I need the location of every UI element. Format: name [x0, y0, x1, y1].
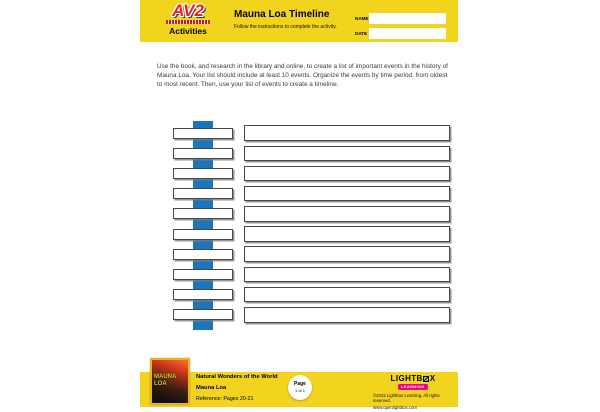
timeline-event-box[interactable]: [244, 146, 450, 162]
timeline: [173, 121, 450, 333]
timeline-event-box[interactable]: [244, 166, 450, 182]
timeline-rows: [173, 123, 450, 325]
timeline-row: [173, 163, 450, 183]
page-title: Mauna Loa Timeline: [234, 9, 330, 20]
book-cover-title-line2: LOA: [154, 380, 167, 387]
website-text: www.openlightbox.com: [373, 404, 417, 410]
timeline-marker-box[interactable]: [173, 208, 233, 219]
timeline-event-box[interactable]: [244, 125, 450, 141]
lightbox-logo: [373, 374, 453, 383]
reference-text: Reference: Pages 20-21: [196, 396, 254, 402]
timeline-marker-box[interactable]: [173, 269, 233, 280]
worksheet-page: [140, 0, 458, 412]
lightbox-brand: [373, 374, 453, 410]
name-input[interactable]: [369, 13, 446, 24]
activities-label: Activities: [169, 26, 207, 36]
timeline-event-box[interactable]: [244, 267, 450, 283]
header-fields: [355, 13, 446, 43]
timeline-marker-box[interactable]: [173, 148, 233, 159]
timeline-event-box[interactable]: [244, 226, 450, 242]
lightbox-o-icon: [423, 376, 429, 382]
page-indicator-number: 1 of 1: [294, 388, 305, 393]
timeline-row: [173, 184, 450, 204]
footer-band: [140, 372, 458, 410]
timeline-row: [173, 224, 450, 244]
timeline-row: [173, 285, 450, 305]
book-cover: [150, 358, 190, 405]
timeline-marker-box[interactable]: [173, 249, 233, 260]
av2-logo-text: AV2: [172, 1, 204, 20]
instructions-text: Use the book, and research in the library and online, to create a list of important events in the history of Mauna Loa. Your list should include at least 10 events. Organize the events by time period, from oldest to most recent. Then, use your list of events to create a timeline.: [157, 63, 448, 89]
timeline-row: [173, 123, 450, 143]
lightbox-logo-right: X: [429, 374, 436, 383]
date-field-row: [355, 28, 446, 39]
name-field-row: [355, 13, 446, 24]
name-label: NAME: [355, 16, 369, 21]
timeline-row: [173, 244, 450, 264]
timeline-marker-box[interactable]: [173, 289, 233, 300]
header-band: [140, 0, 458, 42]
timeline-marker-box[interactable]: [173, 188, 233, 199]
date-label: DATE: [355, 31, 368, 36]
page-subtitle: Follow the instructions to complete the activity.: [234, 24, 337, 30]
timeline-event-box[interactable]: [244, 206, 450, 222]
timeline-marker-box[interactable]: [173, 168, 233, 179]
timeline-event-box[interactable]: [244, 287, 450, 303]
timeline-row: [173, 264, 450, 284]
av2-logo-ribbon-icon: [166, 20, 210, 24]
av2-logo: [156, 2, 220, 36]
page-indicator: [288, 375, 312, 400]
timeline-event-box[interactable]: [244, 246, 450, 262]
lightbox-logo-left: LIGHTB: [390, 374, 423, 383]
timeline-marker-box[interactable]: [173, 229, 233, 240]
book-info: [196, 374, 278, 402]
timeline-marker-box[interactable]: [173, 128, 233, 139]
book-title: Mauna Loa: [196, 385, 227, 391]
title-block: [234, 9, 359, 30]
book-cover-title-line1: MAUNA: [154, 374, 177, 380]
date-input[interactable]: [369, 28, 446, 39]
timeline-row: [173, 143, 450, 163]
timeline-row: [173, 204, 450, 224]
timeline-event-box[interactable]: [244, 307, 450, 323]
timeline-marker-box[interactable]: [173, 309, 233, 320]
copyright-text: ©2022 Lightbox Learning. All rights reserved.: [373, 393, 440, 403]
page-indicator-label: Page: [294, 381, 306, 387]
series-title: Natural Wonders of the World: [196, 374, 278, 380]
timeline-row: [173, 305, 450, 325]
learning-badge: LEARNING: [398, 384, 428, 390]
timeline-event-box[interactable]: [244, 186, 450, 202]
book-cover-title: [154, 374, 176, 387]
